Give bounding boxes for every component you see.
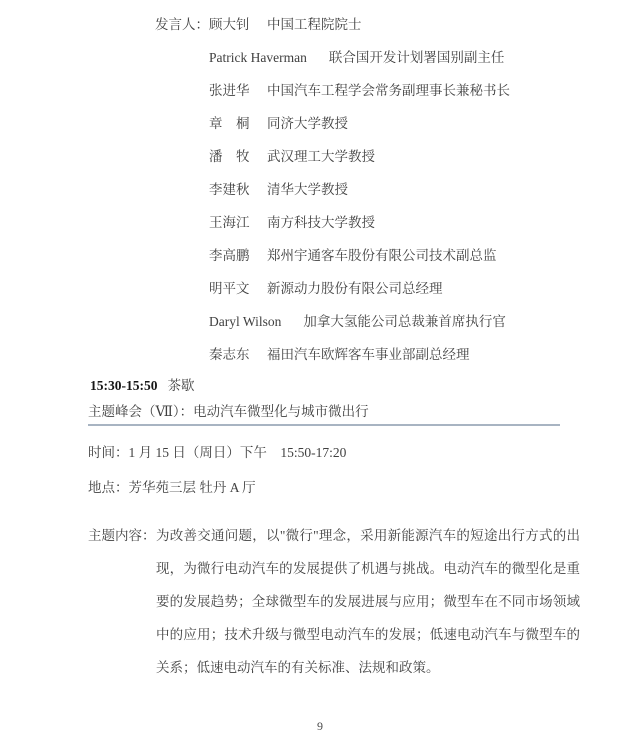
tea-break-label: 茶歇 bbox=[167, 378, 195, 393]
speakers-label bbox=[155, 173, 209, 206]
speakers-label bbox=[155, 107, 209, 140]
summit-title: 主题峰会（Ⅶ）：电动汽车微型化与城市微出行 bbox=[88, 403, 560, 426]
summit-time-row bbox=[88, 443, 640, 463]
speakers-label bbox=[155, 74, 209, 107]
speaker-title: 中国汽车工程学会常务副理事长兼秘书长 bbox=[267, 83, 510, 98]
speaker-row bbox=[155, 272, 640, 305]
speaker-row bbox=[155, 206, 640, 239]
speaker-title: 郑州宇通客车股份有限公司技术副总监 bbox=[267, 248, 497, 263]
speaker-name: 章 桐 bbox=[209, 116, 250, 131]
speaker-row bbox=[155, 173, 640, 206]
summit-place-label: 地点： bbox=[88, 480, 129, 495]
page-number: 9 bbox=[317, 719, 323, 733]
tea-break-row bbox=[90, 371, 640, 401]
speaker-title: 清华大学教授 bbox=[267, 182, 348, 197]
summit-place-value: 芳华苑三层 牡丹 A 厅 bbox=[128, 480, 256, 495]
speaker-title: 南方科技大学教授 bbox=[267, 215, 375, 230]
speaker-title: 加拿大氢能公司总裁兼首席执行官 bbox=[303, 314, 506, 329]
speaker-row bbox=[155, 239, 640, 272]
speaker-name: 李高鹏 bbox=[209, 248, 250, 263]
speakers-label bbox=[155, 338, 209, 371]
summit-time-value: 1 月 15 日（周日）下午 15:50-17:20 bbox=[128, 445, 347, 460]
speakers-label bbox=[155, 41, 209, 74]
speaker-row bbox=[155, 8, 640, 41]
speaker-row bbox=[155, 107, 640, 140]
speakers-label bbox=[155, 206, 209, 239]
speaker-name: 明平文 bbox=[209, 281, 250, 296]
speaker-row bbox=[155, 338, 640, 371]
speaker-name: 潘 牧 bbox=[209, 149, 250, 164]
speaker-name: 顾大钊 bbox=[209, 17, 250, 32]
tea-break-time: 15:30-15:50 bbox=[90, 378, 158, 393]
speakers-label: 发言人： bbox=[155, 17, 209, 32]
speakers-label bbox=[155, 305, 209, 338]
speaker-row bbox=[155, 140, 640, 173]
speaker-name: 李建秋 bbox=[209, 182, 250, 197]
speaker-row bbox=[155, 74, 640, 107]
speaker-name: 张进华 bbox=[209, 83, 250, 98]
speaker-row bbox=[155, 41, 640, 74]
speaker-title: 福田汽车欧辉客车事业部副总经理 bbox=[267, 347, 470, 362]
summit-topic-row bbox=[88, 519, 640, 684]
speaker-title: 中国工程院院士 bbox=[267, 17, 362, 32]
speaker-name: 王海江 bbox=[209, 215, 250, 230]
speakers-label bbox=[155, 272, 209, 305]
speaker-title: 新源动力股份有限公司总经理 bbox=[267, 281, 443, 296]
summit-topic-text: 为改善交通问题，以"微行"理念，采用新能源汽车的短途出行方式的出现，为微行电动汽车的发展提供了机遇与挑战。电动汽车的微型化是重要的发展趋势；全球微型车的发展进展与应用；微型车在不同市场领域中的应用；技术升级与微型电动汽车的发展；低速电动汽车与微型车的关系；低速电动汽车的有关标准、法规和政策。 bbox=[156, 528, 580, 675]
speaker-name: Patrick Haverman bbox=[209, 50, 307, 65]
summit-topic-label: 主题内容： bbox=[88, 528, 156, 543]
speaker-row bbox=[155, 305, 640, 338]
speaker-title: 武汉理工大学教授 bbox=[267, 149, 375, 164]
summit-time-label: 时间： bbox=[88, 445, 129, 460]
speaker-name: 秦志东 bbox=[209, 347, 250, 362]
speakers-label bbox=[155, 140, 209, 173]
speaker-title: 同济大学教授 bbox=[267, 116, 348, 131]
speakers-label bbox=[155, 239, 209, 272]
speaker-title: 联合国开发计划署国别副主任 bbox=[328, 50, 505, 65]
speakers-list bbox=[0, 0, 640, 371]
summit-place-row bbox=[88, 478, 640, 498]
speaker-name: Daryl Wilson bbox=[209, 314, 282, 329]
